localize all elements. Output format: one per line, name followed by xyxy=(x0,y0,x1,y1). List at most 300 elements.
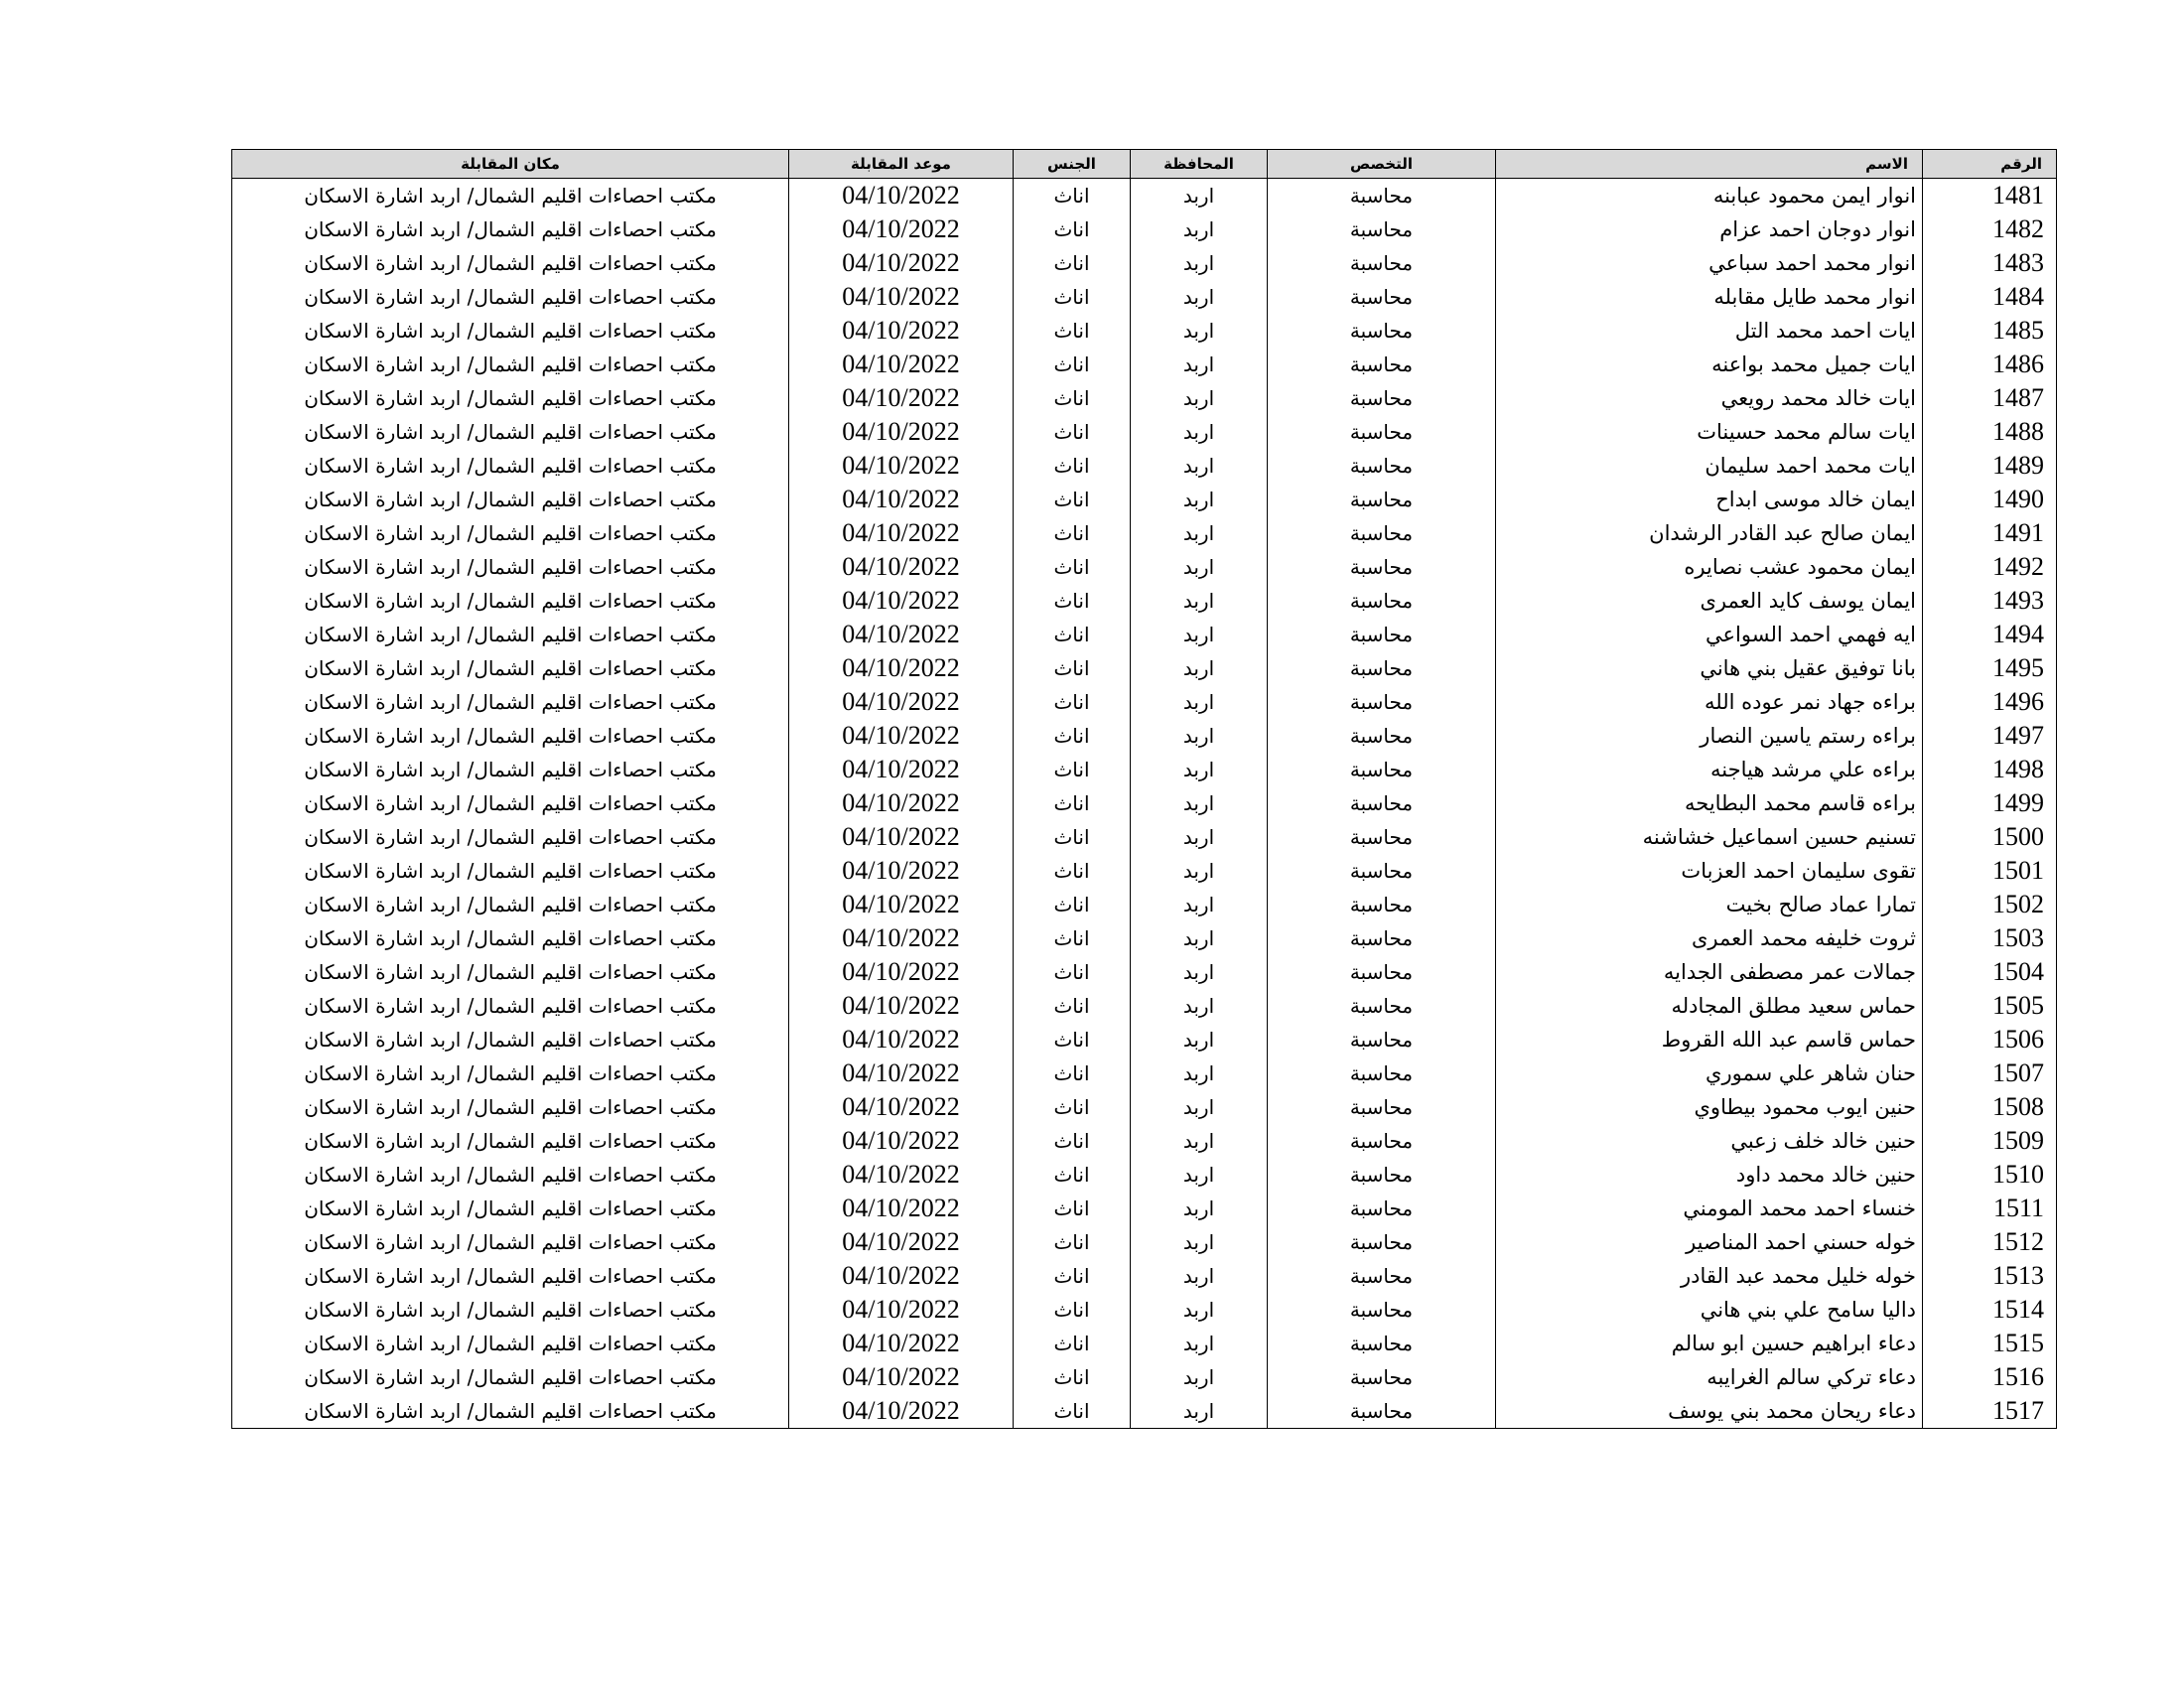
cell-interview-date: 04/10/2022 xyxy=(789,179,1014,213)
cell-number: 1500 xyxy=(1923,820,2057,854)
table-row xyxy=(232,989,2057,1023)
cell-specialty: محاسبة xyxy=(1268,753,1496,786)
cell-gender: اناث xyxy=(1014,989,1131,1023)
cell-number: 1492 xyxy=(1923,550,2057,584)
table-row xyxy=(232,888,2057,921)
cell-interview-place: مكتب احصاءات اقليم الشمال/ اربد اشارة الاسكان xyxy=(232,449,789,483)
table-row xyxy=(232,1394,2057,1429)
table-row xyxy=(232,685,2057,719)
cell-name: خوله خليل محمد عبد القادر xyxy=(1496,1259,1923,1293)
cell-name: انوار دوجان احمد عزام xyxy=(1496,212,1923,246)
cell-gender: اناث xyxy=(1014,888,1131,921)
cell-interview-place: مكتب احصاءات اقليم الشمال/ اربد اشارة الاسكان xyxy=(232,618,789,651)
cell-governorate: اربد xyxy=(1131,348,1268,381)
cell-specialty: محاسبة xyxy=(1268,449,1496,483)
cell-number: 1511 xyxy=(1923,1192,2057,1225)
cell-interview-date: 04/10/2022 xyxy=(789,415,1014,449)
table-row xyxy=(232,955,2057,989)
cell-governorate: اربد xyxy=(1131,753,1268,786)
cell-gender: اناث xyxy=(1014,719,1131,753)
cell-interview-date: 04/10/2022 xyxy=(789,1360,1014,1394)
cell-interview-date: 04/10/2022 xyxy=(789,1293,1014,1327)
table-row xyxy=(232,381,2057,415)
cell-interview-date: 04/10/2022 xyxy=(789,280,1014,314)
cell-interview-date: 04/10/2022 xyxy=(789,989,1014,1023)
cell-gender: اناث xyxy=(1014,516,1131,550)
cell-name: براءه رستم ياسين النصار xyxy=(1496,719,1923,753)
cell-gender: اناث xyxy=(1014,854,1131,888)
header-gender: الجنس xyxy=(1014,150,1131,179)
table-row xyxy=(232,719,2057,753)
cell-name: دعاء ابراهيم حسين ابو سالم xyxy=(1496,1327,1923,1360)
cell-name: جمالات عمر مصطفى الجدايه xyxy=(1496,955,1923,989)
cell-name: ايات محمد احمد سليمان xyxy=(1496,449,1923,483)
cell-specialty: محاسبة xyxy=(1268,584,1496,618)
cell-number: 1507 xyxy=(1923,1056,2057,1090)
cell-specialty: محاسبة xyxy=(1268,1225,1496,1259)
cell-name: حنين خالد محمد داود xyxy=(1496,1158,1923,1192)
cell-gender: اناث xyxy=(1014,921,1131,955)
cell-number: 1486 xyxy=(1923,348,2057,381)
cell-specialty: محاسبة xyxy=(1268,550,1496,584)
cell-gender: اناث xyxy=(1014,1192,1131,1225)
cell-interview-place: مكتب احصاءات اقليم الشمال/ اربد اشارة الاسكان xyxy=(232,651,789,685)
cell-interview-place: مكتب احصاءات اقليم الشمال/ اربد اشارة الاسكان xyxy=(232,584,789,618)
cell-number: 1498 xyxy=(1923,753,2057,786)
cell-interview-date: 04/10/2022 xyxy=(789,685,1014,719)
cell-specialty: محاسبة xyxy=(1268,820,1496,854)
cell-governorate: اربد xyxy=(1131,955,1268,989)
cell-interview-place: مكتب احصاءات اقليم الشمال/ اربد اشارة الاسكان xyxy=(232,1023,789,1056)
cell-name: براءه قاسم محمد البطايحه xyxy=(1496,786,1923,820)
cell-interview-place: مكتب احصاءات اقليم الشمال/ اربد اشارة الاسكان xyxy=(232,280,789,314)
cell-governorate: اربد xyxy=(1131,280,1268,314)
cell-interview-date: 04/10/2022 xyxy=(789,888,1014,921)
cell-interview-place: مكتب احصاءات اقليم الشمال/ اربد اشارة الاسكان xyxy=(232,955,789,989)
cell-gender: اناث xyxy=(1014,280,1131,314)
cell-interview-place: مكتب احصاءات اقليم الشمال/ اربد اشارة الاسكان xyxy=(232,854,789,888)
cell-gender: اناث xyxy=(1014,820,1131,854)
cell-name: انوار ايمن محمود عبابنه xyxy=(1496,179,1923,213)
cell-gender: اناث xyxy=(1014,955,1131,989)
cell-interview-place: مكتب احصاءات اقليم الشمال/ اربد اشارة الاسكان xyxy=(232,415,789,449)
cell-governorate: اربد xyxy=(1131,854,1268,888)
cell-name: انوار محمد احمد سباعي xyxy=(1496,246,1923,280)
cell-governorate: اربد xyxy=(1131,483,1268,516)
cell-interview-place: مكتب احصاءات اقليم الشمال/ اربد اشارة الاسكان xyxy=(232,348,789,381)
cell-name: تمارا عماد صالح بخيت xyxy=(1496,888,1923,921)
cell-number: 1485 xyxy=(1923,314,2057,348)
cell-name: ايه فهمي احمد السواعي xyxy=(1496,618,1923,651)
table-row xyxy=(232,1360,2057,1394)
cell-interview-place: مكتب احصاءات اقليم الشمال/ اربد اشارة الاسكان xyxy=(232,1192,789,1225)
table-row xyxy=(232,854,2057,888)
cell-name: حماس سعيد مطلق المجادله xyxy=(1496,989,1923,1023)
cell-governorate: اربد xyxy=(1131,921,1268,955)
cell-number: 1482 xyxy=(1923,212,2057,246)
cell-interview-date: 04/10/2022 xyxy=(789,786,1014,820)
cell-number: 1493 xyxy=(1923,584,2057,618)
cell-interview-place: مكتب احصاءات اقليم الشمال/ اربد اشارة الاسكان xyxy=(232,1225,789,1259)
cell-governorate: اربد xyxy=(1131,1225,1268,1259)
cell-interview-date: 04/10/2022 xyxy=(789,719,1014,753)
cell-governorate: اربد xyxy=(1131,685,1268,719)
cell-specialty: محاسبة xyxy=(1268,1293,1496,1327)
cell-specialty: محاسبة xyxy=(1268,179,1496,213)
cell-name: براءه علي مرشد هياجنه xyxy=(1496,753,1923,786)
cell-number: 1505 xyxy=(1923,989,2057,1023)
cell-name: ايات خالد محمد رويعي xyxy=(1496,381,1923,415)
cell-name: خنساء احمد محمد المومني xyxy=(1496,1192,1923,1225)
cell-governorate: اربد xyxy=(1131,1090,1268,1124)
cell-gender: اناث xyxy=(1014,685,1131,719)
table-row xyxy=(232,1056,2057,1090)
cell-specialty: محاسبة xyxy=(1268,1327,1496,1360)
cell-gender: اناث xyxy=(1014,1327,1131,1360)
cell-gender: اناث xyxy=(1014,786,1131,820)
cell-number: 1497 xyxy=(1923,719,2057,753)
cell-specialty: محاسبة xyxy=(1268,955,1496,989)
cell-number: 1502 xyxy=(1923,888,2057,921)
cell-gender: اناث xyxy=(1014,179,1131,213)
cell-interview-date: 04/10/2022 xyxy=(789,246,1014,280)
cell-specialty: محاسبة xyxy=(1268,989,1496,1023)
cell-governorate: اربد xyxy=(1131,584,1268,618)
cell-interview-place: مكتب احصاءات اقليم الشمال/ اربد اشارة الاسكان xyxy=(232,381,789,415)
cell-interview-place: مكتب احصاءات اقليم الشمال/ اربد اشارة الاسكان xyxy=(232,1124,789,1158)
cell-interview-place: مكتب احصاءات اقليم الشمال/ اربد اشارة الاسكان xyxy=(232,1056,789,1090)
table-row xyxy=(232,483,2057,516)
cell-interview-place: مكتب احصاءات اقليم الشمال/ اربد اشارة الاسكان xyxy=(232,1090,789,1124)
cell-governorate: اربد xyxy=(1131,212,1268,246)
cell-interview-place: مكتب احصاءات اقليم الشمال/ اربد اشارة الاسكان xyxy=(232,550,789,584)
cell-name: ايمان خالد موسى ابداح xyxy=(1496,483,1923,516)
cell-interview-date: 04/10/2022 xyxy=(789,651,1014,685)
table-row xyxy=(232,1327,2057,1360)
cell-gender: اناث xyxy=(1014,550,1131,584)
cell-number: 1503 xyxy=(1923,921,2057,955)
cell-number: 1494 xyxy=(1923,618,2057,651)
cell-specialty: محاسبة xyxy=(1268,415,1496,449)
table-row xyxy=(232,584,2057,618)
cell-gender: اناث xyxy=(1014,246,1131,280)
cell-number: 1489 xyxy=(1923,449,2057,483)
cell-specialty: محاسبة xyxy=(1268,1090,1496,1124)
table-row xyxy=(232,280,2057,314)
table-row xyxy=(232,820,2057,854)
cell-number: 1487 xyxy=(1923,381,2057,415)
cell-specialty: محاسبة xyxy=(1268,1394,1496,1429)
cell-interview-place: مكتب احصاءات اقليم الشمال/ اربد اشارة الاسكان xyxy=(232,314,789,348)
cell-interview-date: 04/10/2022 xyxy=(789,1158,1014,1192)
cell-name: حنان شاهر علي سموري xyxy=(1496,1056,1923,1090)
cell-governorate: اربد xyxy=(1131,449,1268,483)
cell-governorate: اربد xyxy=(1131,550,1268,584)
cell-interview-place: مكتب احصاءات اقليم الشمال/ اربد اشارة الاسكان xyxy=(232,1394,789,1429)
cell-interview-place: مكتب احصاءات اقليم الشمال/ اربد اشارة الاسكان xyxy=(232,1293,789,1327)
cell-gender: اناث xyxy=(1014,381,1131,415)
table-row xyxy=(232,1158,2057,1192)
cell-governorate: اربد xyxy=(1131,1259,1268,1293)
cell-interview-date: 04/10/2022 xyxy=(789,550,1014,584)
cell-interview-place: مكتب احصاءات اقليم الشمال/ اربد اشارة الاسكان xyxy=(232,786,789,820)
cell-number: 1490 xyxy=(1923,483,2057,516)
cell-specialty: محاسبة xyxy=(1268,1259,1496,1293)
cell-interview-place: مكتب احصاءات اقليم الشمال/ اربد اشارة الاسكان xyxy=(232,719,789,753)
cell-interview-place: مكتب احصاءات اقليم الشمال/ اربد اشارة الاسكان xyxy=(232,1327,789,1360)
cell-governorate: اربد xyxy=(1131,618,1268,651)
interview-schedule-table xyxy=(231,149,2057,1429)
cell-name: انوار محمد طايل مقابله xyxy=(1496,280,1923,314)
cell-number: 1504 xyxy=(1923,955,2057,989)
cell-interview-date: 04/10/2022 xyxy=(789,1394,1014,1429)
header-specialty: التخصص xyxy=(1268,150,1496,179)
cell-name: ايات احمد محمد التل xyxy=(1496,314,1923,348)
cell-name: خوله حسني احمد المناصير xyxy=(1496,1225,1923,1259)
cell-gender: اناث xyxy=(1014,753,1131,786)
cell-interview-date: 04/10/2022 xyxy=(789,921,1014,955)
cell-interview-date: 04/10/2022 xyxy=(789,1023,1014,1056)
cell-governorate: اربد xyxy=(1131,719,1268,753)
cell-name: حماس قاسم عبد الله القروط xyxy=(1496,1023,1923,1056)
cell-interview-date: 04/10/2022 xyxy=(789,1259,1014,1293)
cell-gender: اناث xyxy=(1014,483,1131,516)
cell-interview-place: مكتب احصاءات اقليم الشمال/ اربد اشارة الاسكان xyxy=(232,516,789,550)
cell-gender: اناث xyxy=(1014,1225,1131,1259)
header-name: الاسم xyxy=(1496,150,1923,179)
cell-interview-date: 04/10/2022 xyxy=(789,584,1014,618)
cell-gender: اناث xyxy=(1014,584,1131,618)
cell-interview-place: مكتب احصاءات اقليم الشمال/ اربد اشارة الاسكان xyxy=(232,888,789,921)
table-row xyxy=(232,449,2057,483)
cell-specialty: محاسبة xyxy=(1268,348,1496,381)
cell-interview-date: 04/10/2022 xyxy=(789,314,1014,348)
cell-interview-place: مكتب احصاءات اقليم الشمال/ اربد اشارة الاسكان xyxy=(232,483,789,516)
cell-governorate: اربد xyxy=(1131,246,1268,280)
table-row xyxy=(232,753,2057,786)
table-header xyxy=(232,150,2057,179)
cell-interview-date: 04/10/2022 xyxy=(789,854,1014,888)
cell-specialty: محاسبة xyxy=(1268,1124,1496,1158)
cell-interview-date: 04/10/2022 xyxy=(789,753,1014,786)
cell-number: 1481 xyxy=(1923,179,2057,213)
cell-number: 1513 xyxy=(1923,1259,2057,1293)
cell-specialty: محاسبة xyxy=(1268,651,1496,685)
cell-governorate: اربد xyxy=(1131,651,1268,685)
cell-governorate: اربد xyxy=(1131,888,1268,921)
cell-name: ايمان صالح عبد القادر الرشدان xyxy=(1496,516,1923,550)
table-row xyxy=(232,1124,2057,1158)
table-row xyxy=(232,1293,2057,1327)
cell-governorate: اربد xyxy=(1131,179,1268,213)
table-row xyxy=(232,618,2057,651)
cell-specialty: محاسبة xyxy=(1268,786,1496,820)
cell-interview-date: 04/10/2022 xyxy=(789,1192,1014,1225)
cell-interview-date: 04/10/2022 xyxy=(789,618,1014,651)
cell-specialty: محاسبة xyxy=(1268,618,1496,651)
cell-governorate: اربد xyxy=(1131,1124,1268,1158)
cell-number: 1495 xyxy=(1923,651,2057,685)
cell-number: 1510 xyxy=(1923,1158,2057,1192)
header-row xyxy=(232,150,2057,179)
cell-name: ايات جميل محمد بواعنه xyxy=(1496,348,1923,381)
cell-number: 1516 xyxy=(1923,1360,2057,1394)
table-row xyxy=(232,921,2057,955)
cell-governorate: اربد xyxy=(1131,1327,1268,1360)
cell-gender: اناث xyxy=(1014,1293,1131,1327)
cell-interview-place: مكتب احصاءات اقليم الشمال/ اربد اشارة الاسكان xyxy=(232,685,789,719)
cell-specialty: محاسبة xyxy=(1268,1192,1496,1225)
cell-gender: اناث xyxy=(1014,1090,1131,1124)
cell-gender: اناث xyxy=(1014,1056,1131,1090)
cell-specialty: محاسبة xyxy=(1268,212,1496,246)
cell-governorate: اربد xyxy=(1131,786,1268,820)
cell-interview-place: مكتب احصاءات اقليم الشمال/ اربد اشارة الاسكان xyxy=(232,753,789,786)
cell-specialty: محاسبة xyxy=(1268,246,1496,280)
table-row xyxy=(232,1225,2057,1259)
cell-governorate: اربد xyxy=(1131,1192,1268,1225)
cell-interview-date: 04/10/2022 xyxy=(789,955,1014,989)
cell-specialty: محاسبة xyxy=(1268,888,1496,921)
cell-interview-date: 04/10/2022 xyxy=(789,1327,1014,1360)
cell-specialty: محاسبة xyxy=(1268,719,1496,753)
cell-governorate: اربد xyxy=(1131,415,1268,449)
table-row xyxy=(232,1259,2057,1293)
cell-interview-date: 04/10/2022 xyxy=(789,483,1014,516)
table-row xyxy=(232,246,2057,280)
cell-specialty: محاسبة xyxy=(1268,280,1496,314)
cell-specialty: محاسبة xyxy=(1268,516,1496,550)
candidates-sheet xyxy=(231,149,2056,1429)
cell-interview-place: مكتب احصاءات اقليم الشمال/ اربد اشارة الاسكان xyxy=(232,246,789,280)
table-row xyxy=(232,348,2057,381)
cell-specialty: محاسبة xyxy=(1268,1360,1496,1394)
cell-name: حنين خالد خلف زعبي xyxy=(1496,1124,1923,1158)
cell-specialty: محاسبة xyxy=(1268,483,1496,516)
cell-governorate: اربد xyxy=(1131,989,1268,1023)
cell-interview-date: 04/10/2022 xyxy=(789,516,1014,550)
cell-gender: اناث xyxy=(1014,348,1131,381)
cell-specialty: محاسبة xyxy=(1268,685,1496,719)
cell-interview-place: مكتب احصاءات اقليم الشمال/ اربد اشارة الاسكان xyxy=(232,1259,789,1293)
cell-governorate: اربد xyxy=(1131,820,1268,854)
cell-gender: اناث xyxy=(1014,415,1131,449)
cell-gender: اناث xyxy=(1014,1158,1131,1192)
table-row xyxy=(232,212,2057,246)
table-row xyxy=(232,415,2057,449)
cell-number: 1483 xyxy=(1923,246,2057,280)
cell-specialty: محاسبة xyxy=(1268,854,1496,888)
cell-specialty: محاسبة xyxy=(1268,1023,1496,1056)
cell-name: ايات سالم محمد حسينات xyxy=(1496,415,1923,449)
cell-interview-date: 04/10/2022 xyxy=(789,212,1014,246)
header-number: الرقم xyxy=(1923,150,2057,179)
cell-number: 1491 xyxy=(1923,516,2057,550)
cell-specialty: محاسبة xyxy=(1268,921,1496,955)
cell-number: 1484 xyxy=(1923,280,2057,314)
cell-gender: اناث xyxy=(1014,1360,1131,1394)
cell-gender: اناث xyxy=(1014,1394,1131,1429)
cell-name: ثروت خليفه محمد العمرى xyxy=(1496,921,1923,955)
table-body xyxy=(232,179,2057,1429)
cell-name: حنين ايوب محمود بيطاوي xyxy=(1496,1090,1923,1124)
cell-interview-place: مكتب احصاءات اقليم الشمال/ اربد اشارة الاسكان xyxy=(232,820,789,854)
cell-gender: اناث xyxy=(1014,651,1131,685)
cell-interview-place: مكتب احصاءات اقليم الشمال/ اربد اشارة الاسكان xyxy=(232,212,789,246)
table-row xyxy=(232,1023,2057,1056)
table-row xyxy=(232,786,2057,820)
cell-name: داليا سامح علي بني هاني xyxy=(1496,1293,1923,1327)
table-row xyxy=(232,550,2057,584)
cell-specialty: محاسبة xyxy=(1268,1056,1496,1090)
cell-interview-place: مكتب احصاءات اقليم الشمال/ اربد اشارة الاسكان xyxy=(232,1158,789,1192)
cell-gender: اناث xyxy=(1014,314,1131,348)
cell-governorate: اربد xyxy=(1131,314,1268,348)
cell-governorate: اربد xyxy=(1131,1293,1268,1327)
table-row xyxy=(232,516,2057,550)
cell-name: دعاء تركي سالم الغرايبه xyxy=(1496,1360,1923,1394)
cell-interview-place: مكتب احصاءات اقليم الشمال/ اربد اشارة الاسكان xyxy=(232,1360,789,1394)
cell-number: 1517 xyxy=(1923,1394,2057,1429)
cell-number: 1512 xyxy=(1923,1225,2057,1259)
cell-gender: اناث xyxy=(1014,449,1131,483)
cell-name: دعاء ريحان محمد بني يوسف xyxy=(1496,1394,1923,1429)
cell-name: ايمان يوسف كايد العمرى xyxy=(1496,584,1923,618)
cell-interview-date: 04/10/2022 xyxy=(789,1225,1014,1259)
cell-interview-date: 04/10/2022 xyxy=(789,1056,1014,1090)
cell-gender: اناث xyxy=(1014,1124,1131,1158)
cell-gender: اناث xyxy=(1014,1023,1131,1056)
cell-governorate: اربد xyxy=(1131,381,1268,415)
cell-specialty: محاسبة xyxy=(1268,1158,1496,1192)
cell-number: 1508 xyxy=(1923,1090,2057,1124)
cell-number: 1515 xyxy=(1923,1327,2057,1360)
cell-number: 1496 xyxy=(1923,685,2057,719)
cell-governorate: اربد xyxy=(1131,1056,1268,1090)
cell-governorate: اربد xyxy=(1131,1023,1268,1056)
cell-specialty: محاسبة xyxy=(1268,381,1496,415)
cell-interview-place: مكتب احصاءات اقليم الشمال/ اربد اشارة الاسكان xyxy=(232,921,789,955)
cell-interview-date: 04/10/2022 xyxy=(789,348,1014,381)
cell-interview-date: 04/10/2022 xyxy=(789,381,1014,415)
header-governorate: المحافظة xyxy=(1131,150,1268,179)
cell-gender: اناث xyxy=(1014,618,1131,651)
header-interview-place: مكان المقابلة xyxy=(232,150,789,179)
table-row xyxy=(232,314,2057,348)
cell-gender: اناث xyxy=(1014,212,1131,246)
table-row xyxy=(232,1192,2057,1225)
cell-interview-date: 04/10/2022 xyxy=(789,820,1014,854)
cell-interview-date: 04/10/2022 xyxy=(789,1124,1014,1158)
cell-gender: اناث xyxy=(1014,1259,1131,1293)
cell-number: 1514 xyxy=(1923,1293,2057,1327)
cell-governorate: اربد xyxy=(1131,1158,1268,1192)
cell-number: 1501 xyxy=(1923,854,2057,888)
cell-governorate: اربد xyxy=(1131,516,1268,550)
cell-number: 1488 xyxy=(1923,415,2057,449)
table-row xyxy=(232,1090,2057,1124)
cell-governorate: اربد xyxy=(1131,1394,1268,1429)
cell-name: تقوى سليمان احمد العزبات xyxy=(1496,854,1923,888)
cell-interview-date: 04/10/2022 xyxy=(789,449,1014,483)
header-interview-date: موعد المقابلة xyxy=(789,150,1014,179)
table-row xyxy=(232,651,2057,685)
cell-specialty: محاسبة xyxy=(1268,314,1496,348)
cell-name: ايمان محمود عشب نصايره xyxy=(1496,550,1923,584)
cell-number: 1499 xyxy=(1923,786,2057,820)
cell-number: 1509 xyxy=(1923,1124,2057,1158)
cell-interview-place: مكتب احصاءات اقليم الشمال/ اربد اشارة الاسكان xyxy=(232,989,789,1023)
